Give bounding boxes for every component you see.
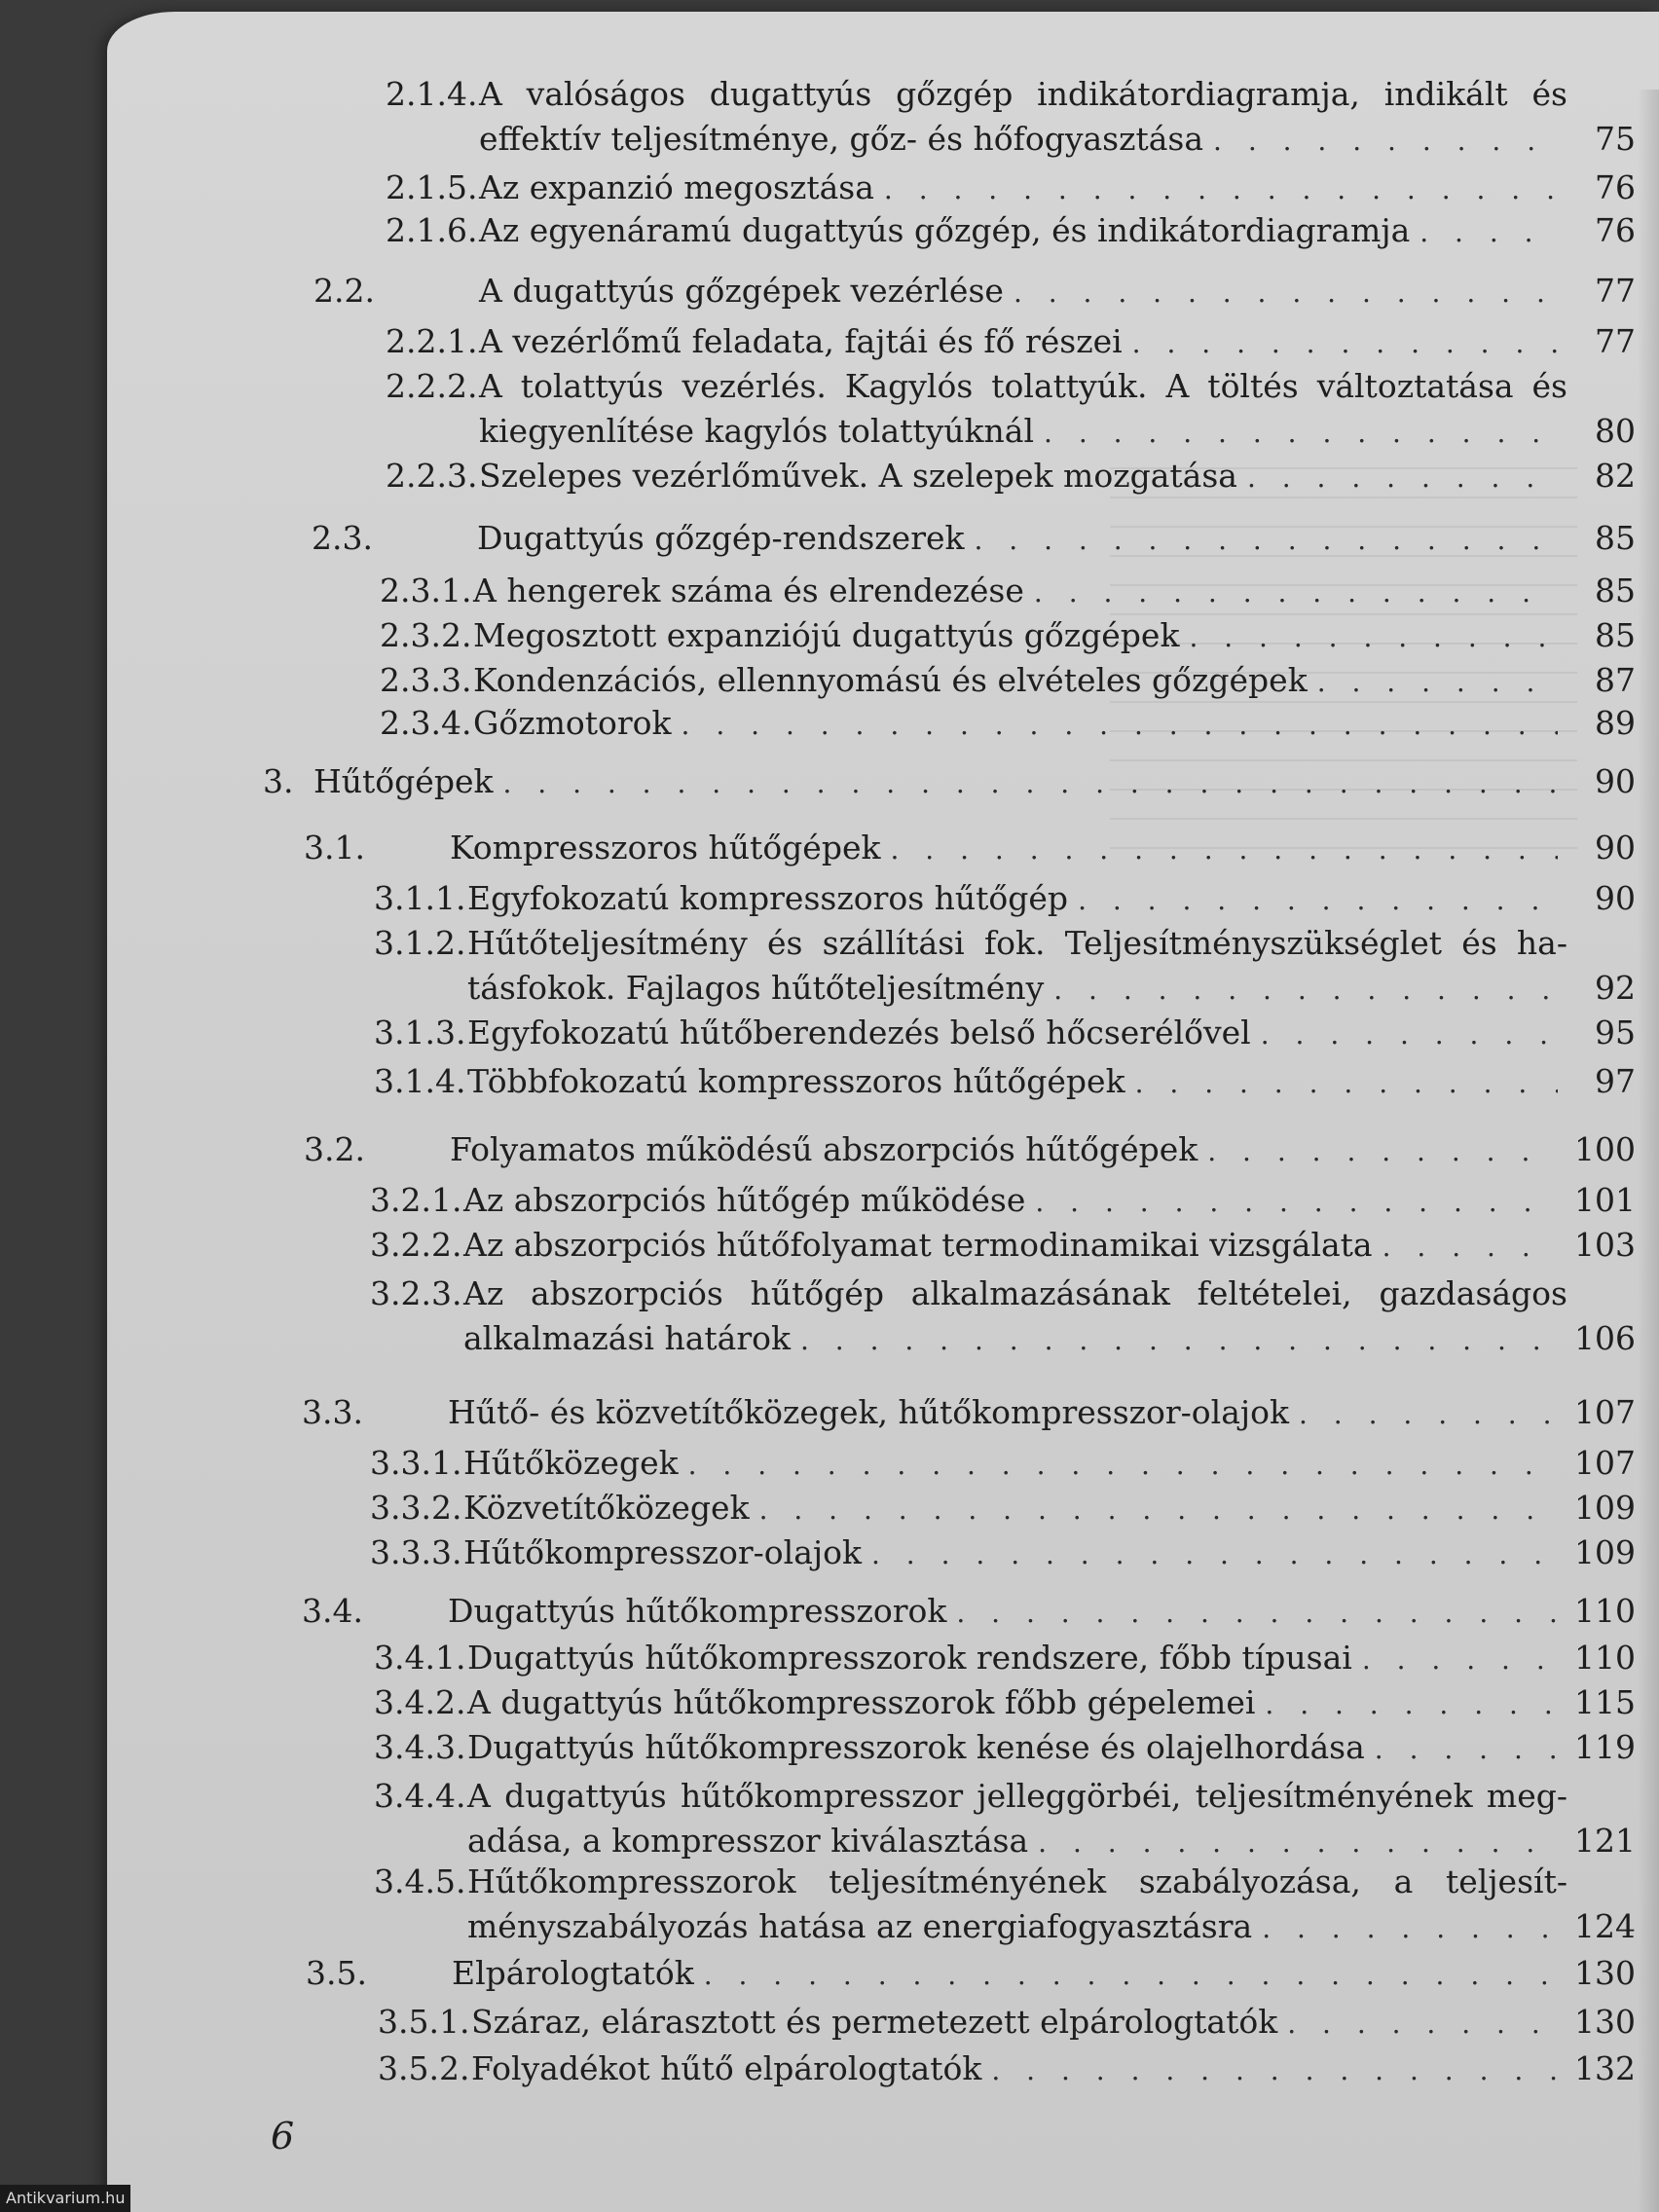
dot-leader	[991, 2048, 1558, 2093]
toc-page-number: 121	[1574, 1822, 1636, 1860]
section-number: 2.3.	[312, 519, 373, 557]
section-title-line: Közvetítőközegek	[463, 1489, 750, 1527]
toc-entry	[374, 1774, 1636, 1865]
section-title-line: Dugattyús hűtőkompresszorok	[448, 1592, 947, 1630]
toc-entry	[370, 1530, 1636, 1577]
section-title-line: Az abszorpciós hűtőgép működése	[463, 1181, 1026, 1219]
section-number: 3.2.1.	[370, 1181, 462, 1219]
section-number: 2.2.2.	[386, 367, 478, 405]
toc-entry	[312, 516, 1636, 563]
section-title-line: alkalmazási határok	[463, 1319, 791, 1357]
section-number: 3.4.1.	[374, 1639, 466, 1677]
section-number: 2.1.6.	[386, 211, 478, 249]
section-number: 3.1.	[304, 829, 365, 866]
toc-entry	[302, 1589, 1636, 1636]
section-title-line: Hűtő- és közvetítőközegek, hűtőkompresszor-olajok	[448, 1393, 1289, 1431]
section-title-line: effektív teljesítménye, gőz- és hőfogyasztása	[479, 120, 1204, 158]
dot-leader	[1213, 119, 1558, 164]
section-number: 3.1.3.	[374, 1014, 466, 1051]
section-number: 2.2.1.	[386, 322, 478, 360]
section-title-line: Többfokozatú kompresszoros hűtőgépek	[467, 1062, 1125, 1100]
dot-leader	[1034, 571, 1558, 615]
toc-entry	[380, 613, 1636, 660]
toc-page-number: 103	[1574, 1226, 1636, 1264]
dot-leader	[1265, 1682, 1558, 1727]
toc-page-number: 110	[1574, 1592, 1636, 1630]
section-title-line: Folyamatos működésű abszorpciós hűtőgépek	[450, 1130, 1198, 1168]
toc-entry	[386, 454, 1636, 500]
toc-page-number: 77	[1595, 272, 1636, 310]
dot-leader	[682, 703, 1558, 748]
toc-entry	[380, 569, 1636, 615]
toc-page-number: 89	[1595, 704, 1636, 742]
watermark-stamp: Antikvarium.hu	[0, 2185, 130, 2212]
section-title-line: Az abszorpciós hűtőgép alkalmazásának feltételei, gazdaságos	[463, 1274, 1567, 1312]
toc-entry	[374, 921, 1636, 1013]
toc-page-number: 130	[1574, 2003, 1636, 2041]
toc-entry	[380, 701, 1636, 748]
section-title-line: Hűtőkompresszor-olajok	[463, 1533, 862, 1571]
section-number: 3.3.1.	[370, 1444, 462, 1482]
toc-page-number: 119	[1574, 1728, 1636, 1766]
section-title-line: Egyfokozatú kompresszoros hűtőgép	[467, 879, 1069, 917]
toc-page-number: 97	[1595, 1062, 1636, 1100]
section-title-line: Száraz, elárasztott és permetezett elpárologtatók	[471, 2003, 1278, 2041]
toc-entry	[302, 1390, 1636, 1437]
toc-entry	[370, 1178, 1636, 1225]
section-number: 2.3.4.	[380, 704, 472, 742]
section-title-line: Hűtőkompresszorok teljesítményének szabályozása, a teljesít-	[467, 1862, 1567, 1900]
toc-page-number: 76	[1595, 168, 1636, 206]
section-title-line: Hűtőgépek	[313, 762, 494, 800]
section-title-line: Az egyenáramú dugattyús gőzgép, és indikátordiagramja	[479, 211, 1411, 249]
section-title-line: Megosztott expanziójú dugattyús gőzgépek	[473, 616, 1180, 654]
section-number: 2.2.3.	[386, 457, 478, 495]
toc-page-number: 92	[1595, 969, 1636, 1007]
toc-page-number: 110	[1574, 1639, 1636, 1677]
dot-leader	[1014, 271, 1558, 315]
toc-page-number: 132	[1574, 2049, 1636, 2087]
toc-entry	[386, 72, 1636, 164]
toc-page-number: 115	[1574, 1683, 1636, 1721]
section-number: 2.3.1.	[380, 571, 472, 609]
dot-leader	[956, 1591, 1558, 1636]
toc-page-number: 130	[1574, 1954, 1636, 1992]
section-number: 3.3.3.	[370, 1533, 462, 1571]
section-title-line: A dugattyús hűtőkompresszor jelleggörbéi, teljesítményének meg-	[467, 1777, 1567, 1815]
toc-entry	[370, 1223, 1636, 1270]
section-title-line: kiegyenlítése kagylós tolattyúknál	[479, 412, 1035, 450]
dot-leader	[1135, 1061, 1558, 1106]
section-title-line: Folyadékot hűtő elpárologtatók	[471, 2049, 982, 2087]
toc-page-number: 82	[1595, 457, 1636, 495]
section-number: 3.5.1.	[378, 2003, 470, 2041]
section-number: 2.1.5.	[386, 168, 478, 206]
toc-entry	[313, 269, 1636, 315]
section-title-line: A hengerek száma és elrendezése	[473, 571, 1024, 609]
toc-page-number: 124	[1574, 1907, 1636, 1945]
section-number: 3.	[263, 762, 294, 800]
section-title-line: Hűtőteljesítmény és szállítási fok. Teljesítményszükséglet és ha-	[467, 924, 1567, 962]
toc-entry	[370, 1441, 1636, 1488]
section-number: 3.4.	[302, 1592, 363, 1630]
dot-leader	[1382, 1225, 1558, 1270]
toc-page-number: 85	[1595, 571, 1636, 609]
dot-leader	[502, 761, 1558, 806]
toc-entry	[386, 364, 1636, 456]
dot-leader	[1035, 1180, 1558, 1225]
section-title-line: Gőzmotorok	[473, 704, 672, 742]
toc-page-number: 80	[1595, 412, 1636, 450]
toc-entry	[304, 826, 1636, 872]
dot-leader	[884, 167, 1558, 212]
toc-entry	[386, 166, 1636, 212]
toc-page-number: 77	[1595, 322, 1636, 360]
toc-entry	[374, 1680, 1636, 1727]
dot-leader	[871, 1532, 1558, 1577]
dot-leader	[975, 518, 1559, 563]
toc-page-number: 76	[1595, 211, 1636, 249]
section-number: 3.1.4.	[374, 1062, 466, 1100]
dot-leader	[1078, 878, 1558, 923]
section-title-line: A vezérlőmű feladata, fajtái és fő részei	[479, 322, 1123, 360]
toc-page-number: 85	[1595, 519, 1636, 557]
section-number: 3.4.5.	[374, 1862, 466, 1900]
dot-leader	[1362, 1638, 1558, 1682]
dot-leader	[800, 1318, 1558, 1363]
section-title-line: tásfokok. Fajlagos hűtőteljesítmény	[467, 969, 1045, 1007]
toc-entry	[386, 319, 1636, 366]
section-title-line: Elpárologtatók	[452, 1954, 694, 1992]
section-number: 2.3.2.	[380, 616, 472, 654]
toc-page-number: 101	[1574, 1181, 1636, 1219]
toc-entry	[378, 2000, 1636, 2046]
toc-page-number: 107	[1574, 1444, 1636, 1482]
toc-entry	[370, 1486, 1636, 1532]
section-number: 3.1.2.	[374, 924, 466, 962]
section-number: 3.1.1.	[374, 879, 466, 917]
dot-leader	[1261, 1013, 1558, 1057]
toc-entry	[380, 658, 1636, 705]
toc-page-number: 87	[1595, 661, 1636, 699]
section-title-line: Dugattyús gőzgép-rendszerek	[477, 519, 965, 557]
toc-entry	[386, 208, 1636, 255]
dot-leader	[1189, 615, 1558, 660]
dot-leader	[1419, 210, 1558, 255]
section-title-line: Kompresszoros hűtőgépek	[450, 829, 881, 866]
toc-page-number: 109	[1574, 1489, 1636, 1527]
section-title-line: Hűtőközegek	[463, 1444, 679, 1482]
toc-page-number: 90	[1595, 879, 1636, 917]
section-number: 3.5.2.	[378, 2049, 470, 2087]
toc-entry	[374, 1725, 1636, 1772]
toc-page-number: 107	[1574, 1393, 1636, 1431]
section-number: 3.2.3.	[370, 1274, 462, 1312]
toc-entry	[304, 1127, 1636, 1174]
dot-leader	[1044, 411, 1558, 456]
section-title-line: Kondenzációs, ellennyomású és elvételes gőzgépek	[473, 661, 1308, 699]
toc-page-number: 90	[1595, 829, 1636, 866]
dot-leader	[1262, 1906, 1558, 1951]
dot-leader	[1299, 1392, 1558, 1437]
toc-entry	[374, 876, 1636, 923]
section-title-line: Az abszorpciós hűtőfolyamat termodinamikai vizsgálata	[463, 1226, 1373, 1264]
toc-entry	[374, 1011, 1636, 1057]
toc-page-number: 100	[1574, 1130, 1636, 1168]
toc-entry	[374, 1860, 1636, 1951]
section-title-line: Dugattyús hűtőkompresszorok kenése és olajelhordása	[467, 1728, 1365, 1766]
dot-leader	[1247, 456, 1558, 500]
section-title-line: Dugattyús hűtőkompresszorok rendszere, főbb típusai	[467, 1639, 1352, 1677]
dot-leader	[1207, 1129, 1558, 1174]
toc-entry	[374, 1059, 1636, 1106]
section-number: 3.5.	[306, 1954, 367, 1992]
section-number: 3.4.3.	[374, 1728, 466, 1766]
section-title-line: Szelepes vezérlőművek. A szelepek mozgatása	[479, 457, 1237, 495]
section-number: 3.3.2.	[370, 1489, 462, 1527]
dot-leader	[1287, 2002, 1558, 2046]
toc-page-number: 90	[1595, 762, 1636, 800]
section-title-line: A tolattyús vezérlés. Kagylós tolattyúk. A töltés változtatása és	[479, 367, 1567, 405]
section-title-line: A dugattyús gőzgépek vezérlése	[479, 272, 1004, 310]
dot-leader	[688, 1443, 1558, 1488]
dot-leader	[1132, 321, 1558, 366]
section-number: 3.2.	[304, 1130, 365, 1168]
dot-leader	[704, 1953, 1558, 1998]
section-title-line: ményszabályozás hatása az energiafogyasztásra	[467, 1907, 1253, 1945]
toc-page-number: 106	[1574, 1319, 1636, 1357]
section-number: 2.3.3.	[380, 661, 472, 699]
toc-entry	[378, 2046, 1636, 2093]
section-number: 3.4.4.	[374, 1777, 466, 1815]
toc-page-number: 95	[1595, 1014, 1636, 1051]
toc-page-number: 85	[1595, 616, 1636, 654]
section-number: 2.2.	[313, 272, 375, 310]
dot-leader	[1375, 1727, 1558, 1772]
toc-page-number: 75	[1595, 120, 1636, 158]
section-title-line: A dugattyús hűtőkompresszorok főbb gépelemei	[467, 1683, 1256, 1721]
section-title-line: Az expanzió megosztása	[479, 168, 874, 206]
toc-entry	[370, 1272, 1636, 1363]
section-title-line: A valóságos dugattyús gőzgép indikátordiagramja, indikált és	[479, 75, 1567, 113]
section-number: 2.1.4.	[386, 75, 478, 113]
section-number: 3.3.	[302, 1393, 363, 1431]
dot-leader	[1053, 968, 1558, 1013]
section-title-line: adása, a kompresszor kiválasztása	[467, 1822, 1029, 1860]
toc-entry	[306, 1951, 1636, 1998]
dot-leader	[891, 828, 1559, 872]
section-number: 3.4.2.	[374, 1683, 466, 1721]
page-number: 6	[271, 2115, 295, 2157]
dot-leader	[759, 1488, 1558, 1532]
toc-page-number: 109	[1574, 1533, 1636, 1571]
section-title-line: Egyfokozatú hűtőberendezés belső hőcserélővel	[467, 1014, 1251, 1051]
toc-entry	[263, 759, 1636, 806]
toc-entry	[374, 1636, 1636, 1682]
dot-leader	[1317, 660, 1558, 705]
section-number: 3.2.2.	[370, 1226, 462, 1264]
